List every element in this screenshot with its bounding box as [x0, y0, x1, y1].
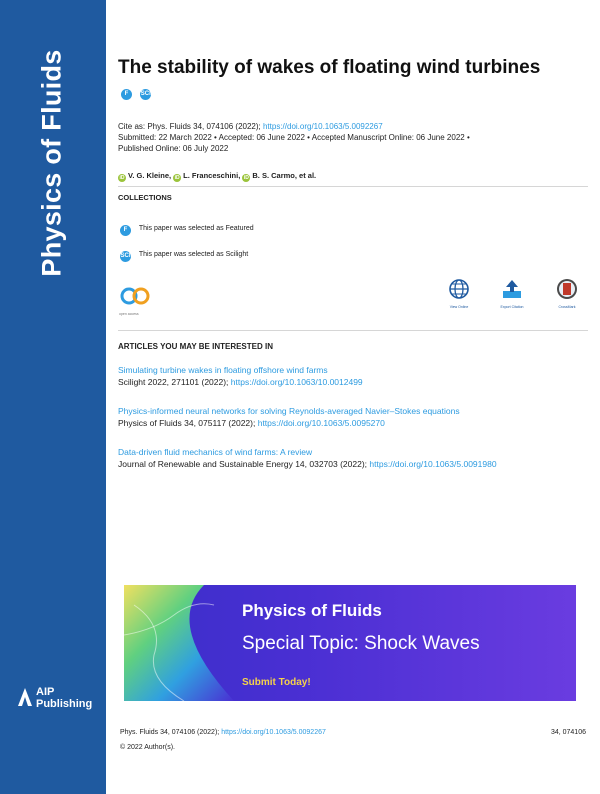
cite-prefix: Cite as: Phys. Fluids 34, 074106 (2022);	[118, 122, 261, 131]
orcid-icon[interactable]: iD	[243, 175, 249, 181]
related-article-source: Physics of Fluids 34, 075117 (2022);	[118, 418, 256, 428]
collection-item-featured[interactable]	[120, 225, 254, 236]
related-article-title[interactable]: Data-driven fluid mechanics of wind farms: A review	[118, 447, 313, 457]
related-article-source: Scilight 2022, 271101 (2022);	[118, 377, 229, 387]
aip-line2: Publishing	[36, 698, 93, 710]
article-title	[118, 56, 558, 104]
related-article-source: Journal of Renewable and Sustainable Energy 14, 032703 (2022);	[118, 459, 368, 469]
crossmark-label: CrossMark	[558, 305, 576, 309]
featured-badge-icon[interactable]: F	[121, 89, 132, 100]
related-article-title[interactable]: Physics-informed neural networks for solving Reynolds-averaged Navier–Stokes equations	[118, 406, 460, 416]
related-articles-heading: ARTICLES YOU MAY BE INTERESTED IN	[118, 342, 273, 351]
author-name[interactable]: L. Franceschini,	[183, 171, 241, 180]
export-citation-button[interactable]	[494, 278, 530, 309]
article-title-text: The stability of wakes of floating wind turbines	[118, 57, 541, 78]
related-article-doi[interactable]: https://doi.org/10.1063/5.0091980	[369, 459, 497, 469]
export-icon	[501, 278, 523, 300]
scilight-badge-icon: SCI	[120, 251, 131, 262]
related-article	[118, 446, 588, 470]
aip-logo-icon	[18, 688, 32, 706]
footer-citation-text: Phys. Fluids 34, 074106 (2022);	[120, 729, 220, 736]
related-article-doi[interactable]: https://doi.org/10.1063/5.0095270	[257, 418, 385, 428]
orcid-icon[interactable]: iD	[174, 175, 180, 181]
shock-wave-illustration	[124, 585, 234, 701]
dates-line-1: Submitted: 22 March 2022 • Accepted: 06 June 2022 • Accepted Manuscript Online: 06 June 2022 •	[118, 133, 470, 142]
related-article	[118, 405, 588, 429]
scilight-badge-icon[interactable]: SCI	[140, 89, 151, 100]
view-online-button[interactable]	[441, 278, 477, 309]
featured-badge-icon: F	[120, 225, 131, 236]
related-article-ref	[118, 458, 498, 470]
copyright: © 2022 Author(s).	[120, 744, 175, 751]
footer-citation	[120, 729, 326, 736]
aip-wordmark	[36, 686, 92, 710]
citation-block	[118, 121, 578, 154]
submit-today-link[interactable]: Submit Today!	[242, 677, 311, 688]
view-online-label: View Online	[449, 305, 469, 309]
related-article-doi[interactable]: https://doi.org/10.1063/10.0012499	[230, 377, 363, 387]
collections-heading: COLLECTIONS	[118, 193, 172, 202]
open-access-logo[interactable]	[119, 286, 153, 314]
journal-sidebar	[0, 0, 106, 794]
author-list	[118, 171, 316, 182]
divider	[118, 186, 588, 187]
collection-item-scilight[interactable]	[120, 251, 248, 262]
banner-journal: Physics of Fluids	[242, 601, 382, 620]
author-name[interactable]: B. S. Carmo, et al.	[252, 171, 317, 180]
collection-text: This paper was selected as Featured	[138, 225, 254, 232]
special-topic-banner[interactable]	[124, 585, 576, 701]
crossmark-button[interactable]	[549, 278, 585, 309]
related-article	[118, 364, 588, 388]
journal-name: Physics of Fluids	[36, 49, 67, 277]
banner-topic: Special Topic: Shock Waves	[242, 633, 480, 654]
related-article-title[interactable]: Simulating turbine wakes in floating offshore wind farms	[118, 365, 328, 375]
open-access-icon	[119, 286, 153, 306]
divider	[118, 330, 588, 331]
related-article-ref	[118, 376, 588, 388]
export-citation-label: Export Citation	[500, 305, 524, 309]
aip-line1: AIP	[36, 686, 55, 698]
dates-line-2: Published Online: 06 July 2022	[118, 144, 229, 153]
globe-icon	[448, 278, 470, 300]
footer-doi-link[interactable]: https://doi.org/10.1063/5.0092267	[221, 729, 326, 736]
collection-text: This paper was selected as Scilight	[138, 251, 249, 258]
open-access-label: open access	[119, 312, 139, 316]
crossmark-icon	[556, 278, 578, 300]
related-article-ref	[118, 417, 588, 429]
author-name[interactable]: V. G. Kleine,	[128, 171, 172, 180]
footer-page-ref: 34, 074106	[550, 729, 586, 736]
orcid-icon[interactable]: iD	[119, 175, 125, 181]
article-doi-link[interactable]: https://doi.org/10.1063/5.0092267	[262, 122, 383, 131]
